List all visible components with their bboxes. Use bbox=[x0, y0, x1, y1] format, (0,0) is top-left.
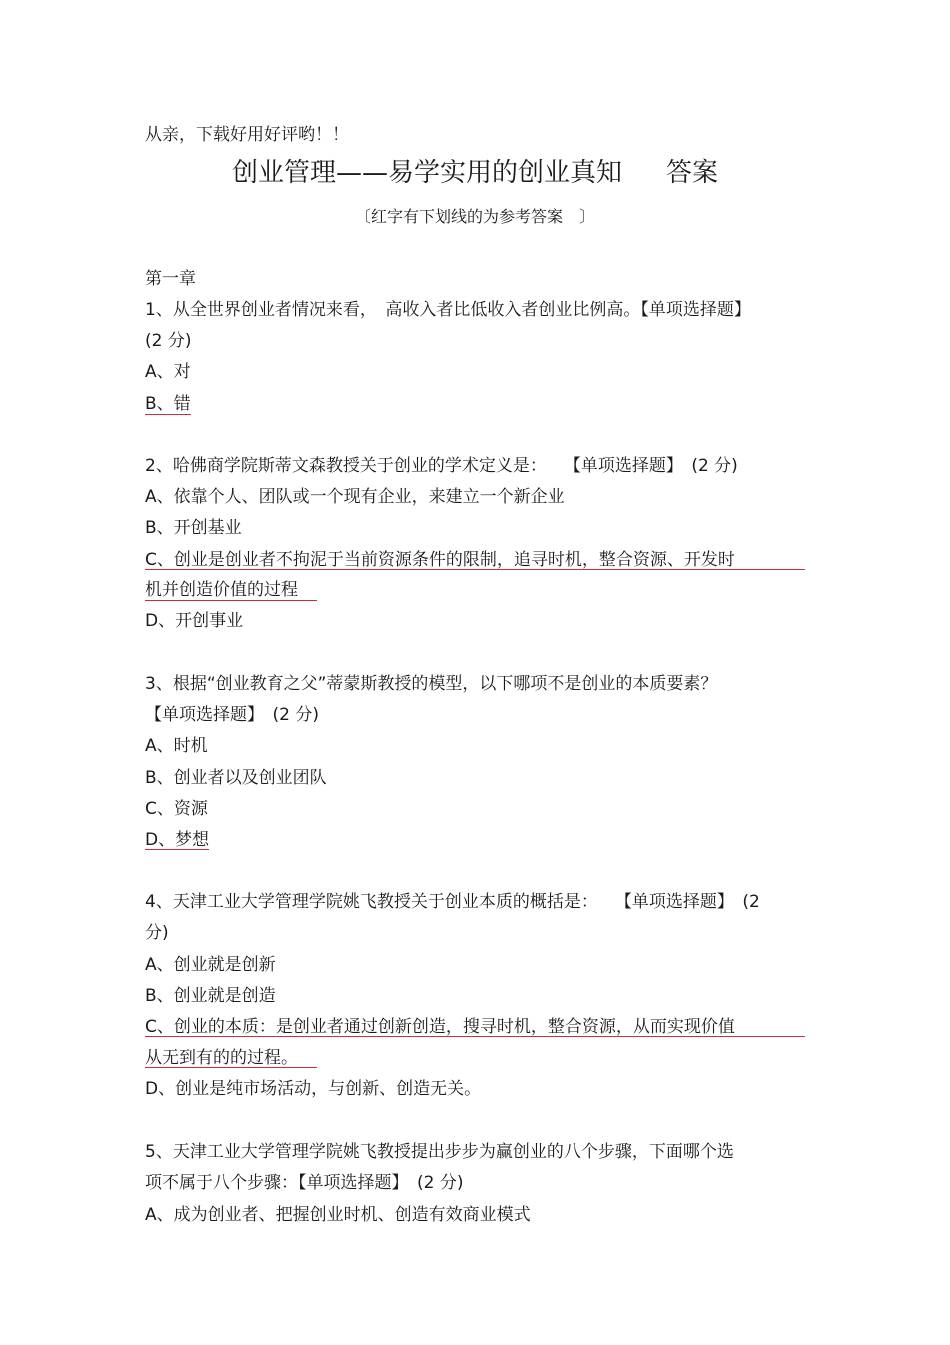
question-text: 5、天津工业大学管理学院姚飞教授提出步步为赢创业的八个步骤，下面哪个选 bbox=[145, 1142, 734, 1162]
option-b: B、创业者以及创业团队 bbox=[145, 768, 327, 788]
question-text: 2、哈佛商学院斯蒂文森教授关于创业的学术定义是： 【单项选择题】 (2 分) bbox=[145, 456, 738, 476]
title-suffix: 答案 bbox=[666, 158, 719, 188]
question-text: 【单项选择题】 (2 分) bbox=[145, 705, 319, 725]
answer-underline bbox=[145, 1036, 805, 1037]
question-text: 3、根据“创业教育之父”蒂蒙斯教授的模型，以下哪项不是创业的本质要素？ bbox=[145, 674, 718, 694]
answer-underline bbox=[145, 600, 317, 601]
option-a: A、成为创业者、把握创业时机、创造有效商业模式 bbox=[145, 1205, 531, 1225]
option-c-correct: C、创业是创业者不拘泥于当前资源条件的限制，追寻时机，整合资源、开发时 bbox=[145, 550, 735, 570]
option-c-correct: C、创业的本质：是创业者通过创新创造，搜寻时机，整合资源，从而实现价值 bbox=[145, 1017, 735, 1037]
option-c-correct-cont: 机并创造价值的过程 bbox=[145, 580, 298, 600]
option-a: A、时机 bbox=[145, 736, 208, 756]
chapter-heading: 第一章 bbox=[145, 269, 196, 289]
question-text: 项不属于八个步骤：【单项选择题】 (2 分) bbox=[145, 1173, 464, 1193]
greeting-text: 从亲，下载好用好评哟！！ bbox=[145, 125, 349, 145]
answer-underline bbox=[145, 849, 209, 850]
option-b-correct: B、错 bbox=[145, 394, 191, 414]
option-b: B、创业就是创造 bbox=[145, 986, 276, 1006]
question-text: 1、从全世界创业者情况来看， 高收入者比低收入者创业比例高。【单项选择题】 bbox=[145, 300, 751, 320]
option-c-correct-cont: 从无到有的的过程。 bbox=[145, 1048, 298, 1068]
title-main: 创业管理——易学实用的创业真知 bbox=[231, 158, 622, 188]
option-d: D、开创事业 bbox=[145, 611, 244, 631]
option-a: A、对 bbox=[145, 362, 191, 382]
page-title bbox=[0, 156, 950, 190]
option-d-correct: D、梦想 bbox=[145, 830, 210, 850]
answer-underline bbox=[145, 1067, 317, 1068]
question-text: 4、天津工业大学管理学院姚飞教授关于创业本质的概括是： 【单项选择题】 (2 bbox=[145, 892, 760, 912]
answer-note: 〔红字有下划线的为参考答案 〕 bbox=[354, 207, 595, 226]
option-a: A、依靠个人、团队或一个现有企业，来建立一个新企业 bbox=[145, 487, 565, 507]
question-text: 分) bbox=[145, 923, 169, 943]
option-d: D、创业是纯市场活动，与创新、创造无关。 bbox=[145, 1079, 482, 1099]
option-a: A、创业就是创新 bbox=[145, 955, 276, 975]
answer-underline bbox=[145, 414, 191, 415]
question-text: (2 分) bbox=[145, 331, 192, 351]
answer-underline bbox=[145, 569, 805, 570]
option-b: B、开创基业 bbox=[145, 518, 242, 538]
option-c: C、资源 bbox=[145, 799, 208, 819]
